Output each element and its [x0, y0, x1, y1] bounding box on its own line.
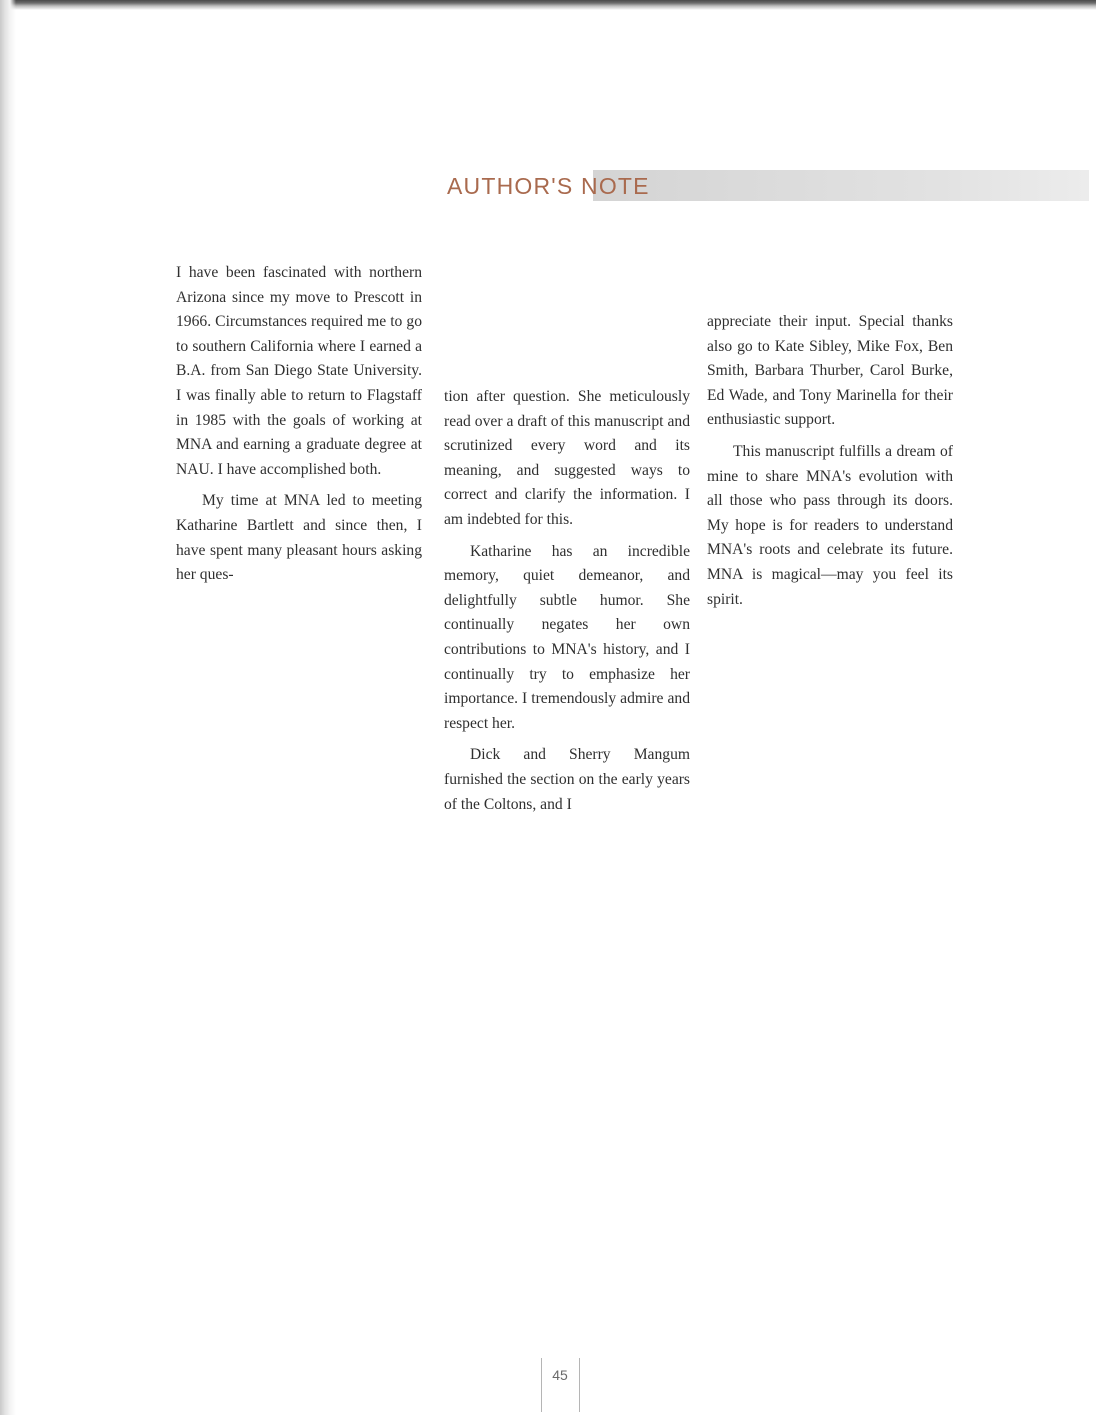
paragraph: Dick and Sherry Mangum furnished the section on the early years of the Coltons, and I — [444, 746, 690, 813]
paragraph: appreciate their input. Special thanks also go to Kate Sibley, Mike Fox, Ben Smith, Barbara Thurber, Carol Burke, Ed Wade, and Tony Marinella for their enthusiastic support. — [707, 313, 953, 429]
page-number: 45 — [552, 1367, 568, 1383]
paragraph: This manuscript fulfills a dream of mine to share MNA's evolution with all those who pass through its doors. My hope is for readers to understand MNA's roots and celebrate its future. MNA is magical—may you feel its spirit. — [707, 442, 953, 608]
paragraph: tion after question. She meticulously read over a draft of this manuscript and scrutinized every word and its meaning, and suggested ways to correct and clarify the information. I am indebted for this. — [444, 388, 690, 528]
title-band — [593, 170, 1089, 201]
paragraph: Katharine has an incredible memory, quiet demeanor, and delightfully subtle humor. She continually negates her own contributions to MNA's history, and I continually try to emphasize her importance. I tremendously admire and respect her. — [444, 542, 690, 732]
text-column-3 — [707, 310, 953, 619]
scan-edge-top — [0, 0, 1096, 10]
scan-edge-left — [0, 0, 16, 1415]
page-title: AUTHOR'S NOTE — [447, 173, 650, 199]
text-column-2 — [444, 385, 690, 824]
text-column-1 — [176, 261, 422, 595]
paragraph: My time at MNA led to meeting Katharine Bartlett and since then, I have spent many pleasant hours asking her ques- — [176, 492, 422, 584]
paragraph: I have been fascinated with northern Arizona since my move to Prescott in 1966. Circumstances required me to go to southern California where I earned a B.A. from San Diego State University. I was finally able to return to Flagstaff in 1985 with the goals of working at MNA and earning a graduate degree at NAU. I have accomplished both. — [176, 264, 422, 478]
